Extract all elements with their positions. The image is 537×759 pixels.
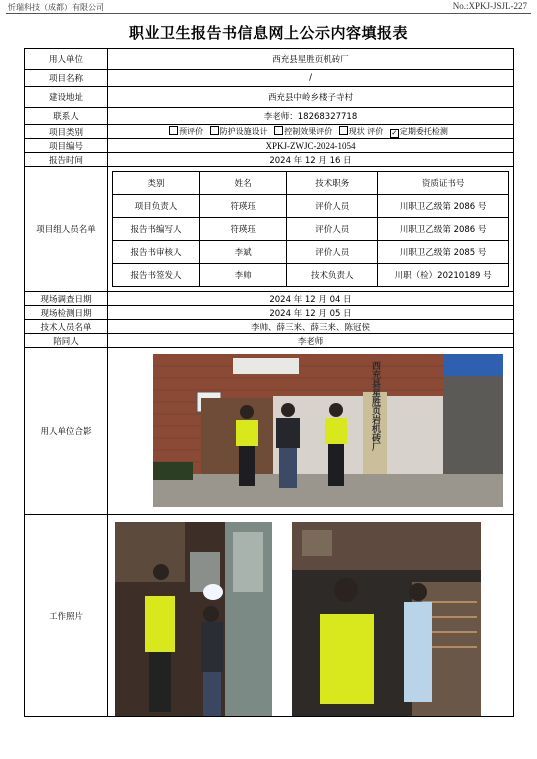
page-title: 职业卫生报告书信息网上公示内容填报表 (128, 24, 408, 42)
survey-date-label: 现场调查日期 (25, 292, 108, 306)
project-name-value: / (108, 70, 514, 87)
address-value: 西充县中岭乡楼子寺村 (108, 87, 514, 108)
contact-label: 联系人 (25, 108, 108, 125)
team-table (112, 171, 509, 287)
category-option-label: 定期委托检测 (399, 126, 448, 136)
checkbox-icon (274, 126, 283, 135)
member-cert: 川职卫乙级第 2086 号 (378, 218, 509, 241)
member-role: 报告书编写人 (113, 218, 200, 241)
work-photos-label: 工作照片 (25, 515, 108, 717)
checked-checkbox-icon: ✓ (391, 128, 398, 137)
work-photo-2-image (292, 522, 481, 716)
member-title: 评价人员 (287, 195, 378, 218)
member-title: 评价人员 (287, 241, 378, 264)
team-header-category: 类别 (113, 172, 200, 195)
category-label: 项目类别 (25, 125, 108, 139)
category-options (108, 125, 514, 139)
member-name: 符瑛珏 (200, 195, 287, 218)
team-header-title: 技术职务 (287, 172, 378, 195)
project-no-label: 项目编号 (25, 139, 108, 153)
category-option[interactable] (274, 127, 332, 136)
survey-date-value: 2024 年 12 月 04 日 (108, 292, 514, 306)
member-role: 报告书签发人 (113, 264, 200, 287)
team-header-name: 姓名 (200, 172, 287, 195)
team-cell (108, 167, 514, 292)
tech-staff-label: 技术人员名单 (25, 320, 108, 334)
employer-label: 用人单位 (25, 49, 108, 70)
report-date-value: 2024 年 12 月 16 日 (108, 153, 514, 167)
group-photo-image (153, 354, 503, 507)
escort-value: 李老师 (108, 334, 514, 348)
escort-label: 陪同人 (25, 334, 108, 348)
member-name: 李帅 (200, 264, 287, 287)
category-option[interactable] (169, 127, 203, 136)
member-title: 评价人员 (287, 218, 378, 241)
category-option-label: 控制效果评价 (284, 126, 333, 136)
member-name: 符瑛珏 (200, 218, 287, 241)
team-label: 项目组人员名单 (25, 167, 108, 292)
category-option-label: 防护设施设计 (219, 126, 268, 136)
checkbox-icon (210, 126, 219, 135)
contact-value: 李老师：18268327718 (108, 108, 514, 125)
table-row (113, 218, 509, 241)
work-photo-1 (115, 522, 272, 716)
info-table (24, 48, 514, 717)
team-header-cert: 资质证书号 (378, 172, 509, 195)
member-title: 技术负责人 (287, 264, 378, 287)
document-number: No.:XPKJ-JSJL-227 (452, 1, 527, 11)
member-cert: 川职卫乙级第 2085 号 (378, 241, 509, 264)
header-divider (6, 13, 531, 14)
report-date-label: 报告时间 (25, 153, 108, 167)
project-name-label: 项目名称 (25, 70, 108, 87)
test-date-value: 2024 年 12 月 05 日 (108, 306, 514, 320)
table-row (113, 264, 509, 287)
group-photo (153, 354, 503, 507)
work-photo-1-image (115, 522, 272, 716)
table-row (113, 241, 509, 264)
person (201, 606, 223, 716)
address-label: 建设地址 (25, 87, 108, 108)
tech-staff-value: 李帅、薛三来、薛三来、陈冠侯 (108, 320, 514, 334)
member-name: 李斌 (200, 241, 287, 264)
checkbox-icon (339, 126, 348, 135)
work-photo-2 (292, 522, 481, 716)
group-photo-cell (108, 348, 514, 515)
category-option[interactable] (339, 127, 384, 136)
member-role: 项目负责人 (113, 195, 200, 218)
employer-value: 西充县星胜页机砖厂 (108, 49, 514, 70)
table-row (113, 195, 509, 218)
company-sign-text: 西充县星胜页岩机砖厂 (370, 361, 380, 451)
category-option-label: 现状 评价 (348, 126, 384, 136)
test-date-label: 现场检测日期 (25, 306, 108, 320)
project-no-value: XPKJ-ZWJC-2024-1054 (108, 139, 514, 153)
header-company: 忻瑞科技（成都）有限公司 (8, 3, 104, 12)
member-cert: 川职（检）20210189 号 (378, 264, 509, 287)
work-photos-cell (108, 515, 514, 717)
checkbox-icon (169, 126, 178, 135)
group-photo-label: 用人单位合影 (25, 348, 108, 515)
member-cert: 川职卫乙级第 2086 号 (378, 195, 509, 218)
member-role: 报告书审核人 (113, 241, 200, 264)
category-option-label: 预评价 (179, 126, 204, 136)
category-option[interactable] (210, 127, 268, 136)
category-option[interactable] (390, 127, 448, 136)
